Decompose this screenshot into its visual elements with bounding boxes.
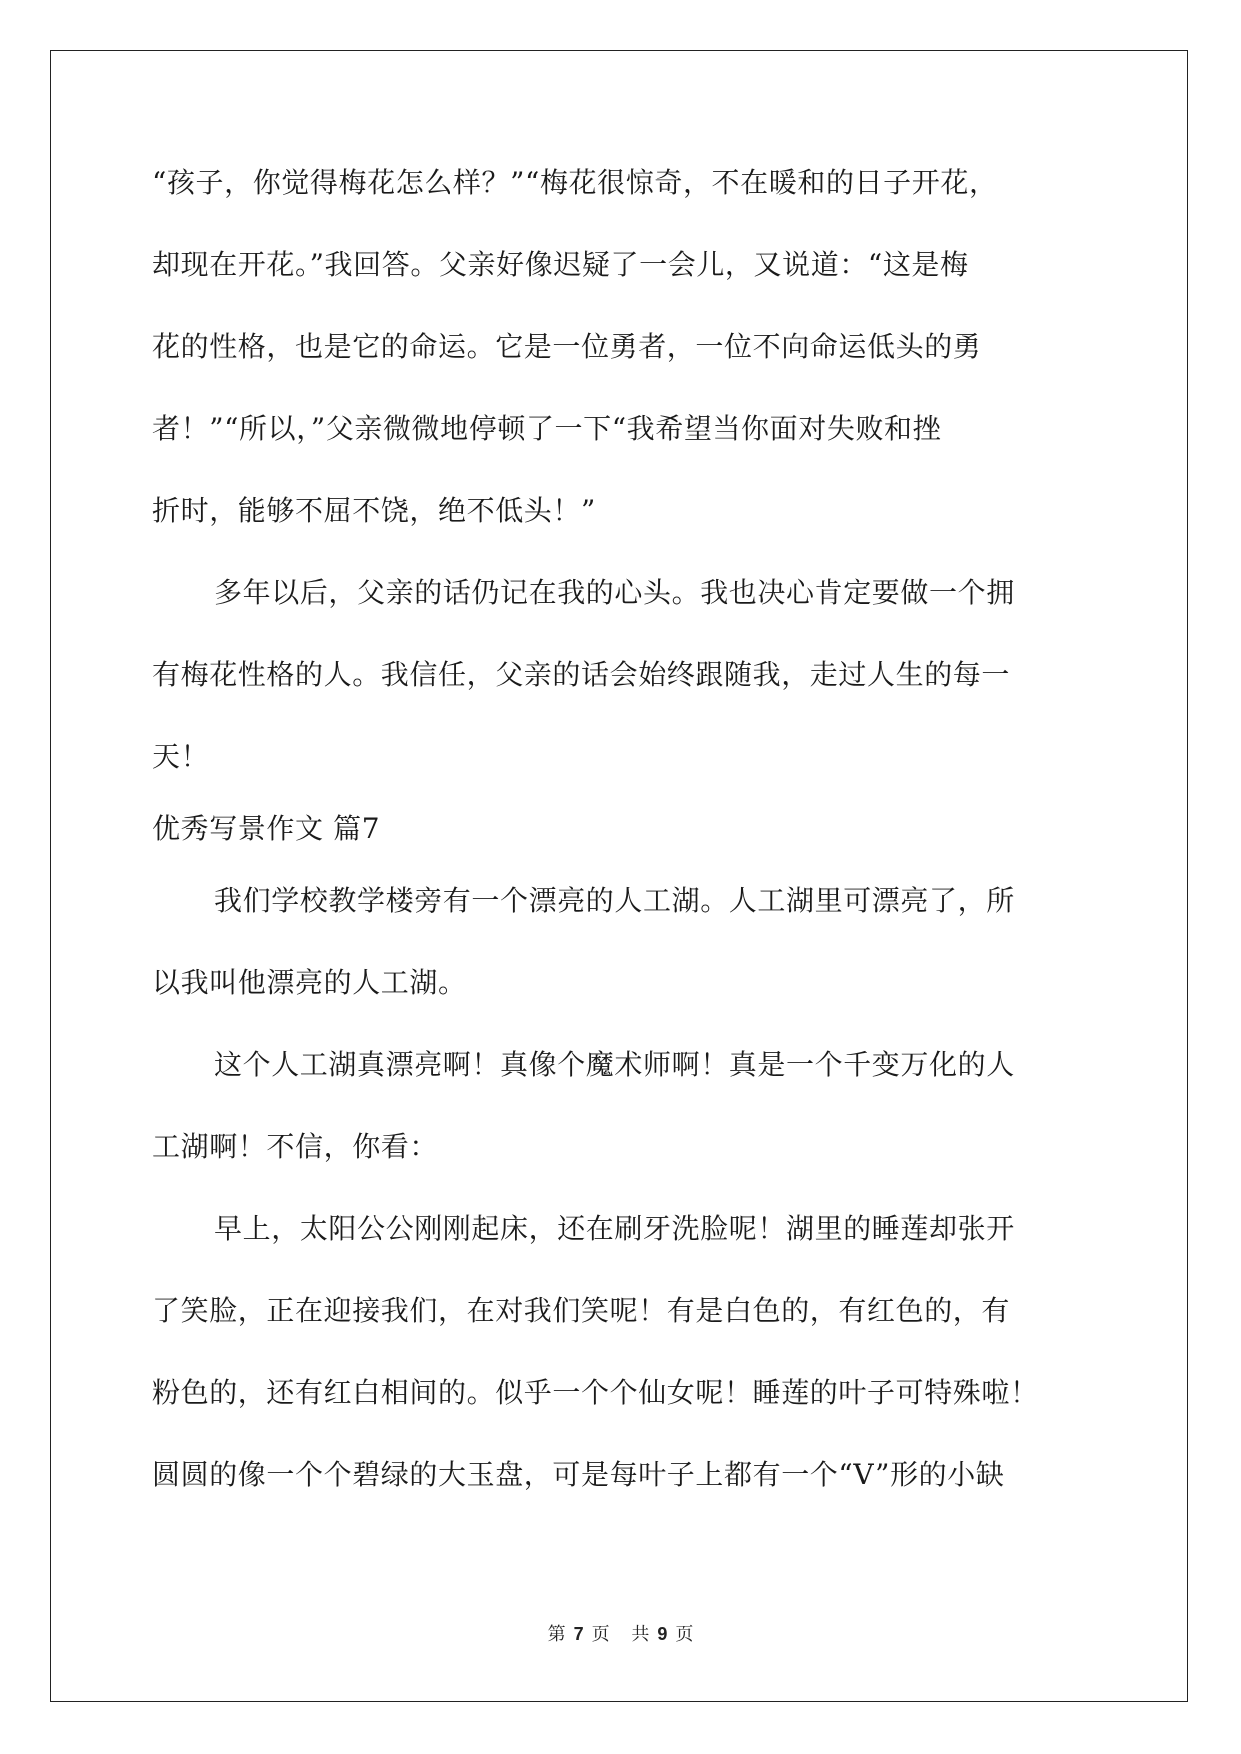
total-pages: 9 [657,1624,668,1644]
section-heading: 优秀写景作文 篇7 [152,812,381,845]
text-line: 却现在开花。”我回答。父亲好像迟疑了一会儿，又说道：“这是梅 [152,248,969,281]
total-suffix: 页 [675,1624,694,1645]
paragraph-start-line: 这个人工湖真漂亮啊！真像个魔术师啊！真是一个千变万化的人 [214,1048,1015,1081]
page-word: 页 [591,1624,610,1645]
paragraph-start-line: 早上，太阳公公刚刚起床，还在刷牙洗脸呢！湖里的睡莲却张开 [214,1212,1015,1245]
text-line: “孩子，你觉得梅花怎么样？”“梅花很惊奇，不在暖和的日子开花， [152,166,998,199]
text-line: 工湖啊！不信，你看： [152,1130,439,1163]
paragraph-start-line: 多年以后，父亲的话仍记在我的心头。我也决心肯定要做一个拥 [214,576,1015,609]
text-line: 折时，能够不屈不饶，绝不低头！” [152,494,596,527]
text-line: 粉色的，还有红白相间的。似乎一个个仙女呢！睡莲的叶子可特殊啦！ [152,1376,1039,1409]
text-line: 者！”“所以，”父亲微微地停顿了一下“我希望当你面对失败和挫 [152,412,942,445]
text-line: 圆圆的像一个个碧绿的大玉盘，可是每叶子上都有一个“V”形的小缺 [152,1458,1005,1491]
page-total [627,1624,697,1645]
page-number [544,1624,614,1645]
text-line: 了笑脸，正在迎接我们，在对我们笑呢！有是白色的，有红色的，有 [152,1294,1011,1327]
text-line: 以我叫他漂亮的人工湖。 [152,966,467,999]
page-footer [0,1620,1241,1646]
text-line: 花的性格，也是它的命运。它是一位勇者，一位不向命运低头的勇 [152,330,982,363]
document-body [152,160,1092,1534]
paragraph-start-line: 我们学校教学楼旁有一个漂亮的人工湖。人工湖里可漂亮了，所 [214,884,1015,917]
total-prefix: 共 [631,1624,650,1645]
current-page: 7 [573,1624,584,1644]
text-line: 有梅花性格的人。我信任，父亲的话会始终跟随我，走过人生的每一 [152,658,1011,691]
page-prefix: 第 [547,1624,566,1645]
text-line: 天！ [152,740,210,773]
